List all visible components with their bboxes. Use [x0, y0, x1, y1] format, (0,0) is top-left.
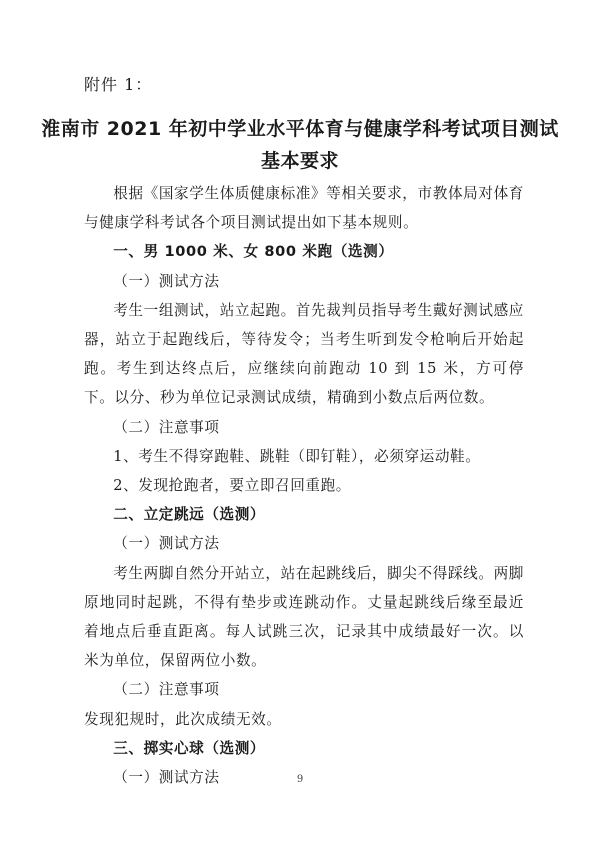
section1-heading: 一、男 1000 米、女 800 米跑（选测） [113, 243, 394, 261]
section3-heading: 三、掷实心球（选测） [113, 739, 266, 757]
section1-note-2: 2、发现抢跑者，要立即召回重跑。 [113, 477, 351, 495]
section1-note-1: 1、考生不得穿跑鞋、跳鞋（即钉鞋），必须穿运动鞋。 [113, 447, 481, 465]
section1-method-text: 考生一组测试，站立起跑。首先裁判员指导考生戴好测试感应器，站立于起跑线后，等待发令；当考生听到发令枪响后开始起跑。考生到达终点后，应继续向前跑动 10 到 15 米，方可停下。以分、秒为单位记录测试成绩，精确到小数点后两位数。 [84, 301, 524, 407]
section2-heading: 二、立定跳远（选测） [113, 506, 266, 524]
section1-notes-label: （二）注意事项 [113, 418, 220, 436]
document-body [84, 179, 524, 792]
section3-method-label: （一）测试方法 [113, 769, 220, 787]
section2-note-1: 发现犯规时，此次成绩无效。 [84, 710, 282, 728]
page-number: 9 [296, 774, 304, 785]
section1-method-label: （一）测试方法 [113, 272, 220, 290]
section2-method-label: （一）测试方法 [113, 535, 220, 553]
attachment-label: 附件 1： [84, 75, 153, 94]
document-title: 淮南市 2021 年初中学业水平体育与健康学科考试项目测试 [41, 118, 559, 140]
intro-paragraph: 根据《国家学生体质健康标准》等相关要求，市教体局对体育与健康学科考试各个项目测试提出如下基本规则。 [84, 185, 524, 232]
section2-method-text: 考生两脚自然分开站立，站在起跳线后，脚尖不得踩线。两脚原地同时起跳，不得有垫步或连跳动作。丈量起跳线后缘至最近着地点后垂直距离。每人试跳三次，记录其中成绩最好一次。以米为单位，保留两位小数。 [84, 564, 524, 670]
document-title-line2: 基本要求 [260, 150, 339, 172]
section2-notes-label: （二）注意事项 [113, 681, 220, 699]
